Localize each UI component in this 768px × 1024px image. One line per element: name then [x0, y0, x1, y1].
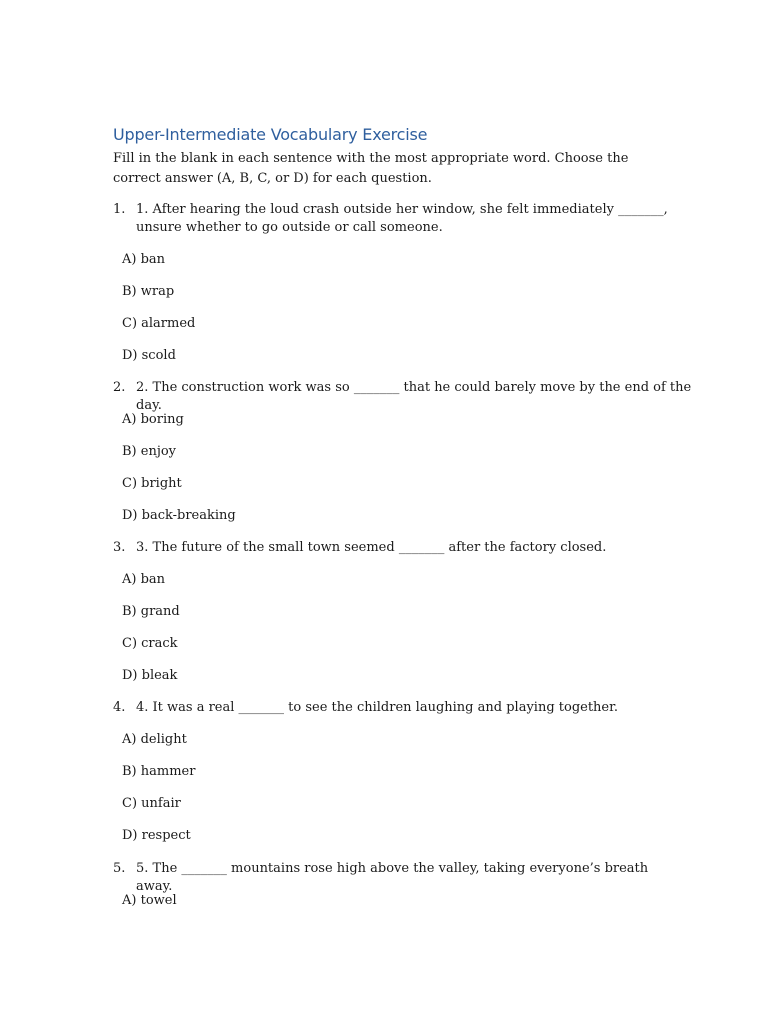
instructions-paragraph: Fill in the blank in each sentence with the most appropriate word. Choose the correct answer (A, B, C, or D) for each question. — [113, 151, 629, 186]
option-b: B) enjoy — [122, 444, 177, 459]
question-number: 3. — [113, 540, 126, 555]
option-d: D) respect — [122, 828, 191, 843]
option-b: B) hammer — [122, 764, 196, 779]
option-b: B) grand — [122, 604, 180, 619]
option-c: C) alarmed — [122, 316, 196, 331]
exercise-title: Upper-Intermediate Vocabulary Exercise — [113, 125, 428, 144]
question-text: 3. The future of the small town seemed _______ after the factory closed. — [136, 540, 607, 555]
option-d: D) back-breaking — [122, 508, 236, 523]
question-number: 4. — [113, 700, 126, 715]
question-number: 1. — [113, 202, 126, 217]
option-a: A) boring — [122, 412, 184, 427]
option-b: B) wrap — [122, 284, 175, 299]
question-text: 4. It was a real _______ to see the children laughing and playing together. — [136, 700, 619, 715]
question-text: 1. After hearing the loud crash outside her window, she felt immediately _______, unsure whether to go outside or call someone. — [136, 202, 668, 235]
option-c: C) unfair — [122, 796, 181, 811]
option-c: C) bright — [122, 476, 182, 491]
option-a: A) delight — [122, 732, 187, 747]
question-4 — [113, 699, 673, 717]
option-d: D) scold — [122, 348, 176, 363]
question-5 — [113, 860, 673, 896]
question-3 — [113, 539, 673, 557]
option-a: A) ban — [122, 252, 166, 267]
question-1 — [113, 201, 673, 237]
question-number: 2. — [113, 380, 126, 395]
option-a: A) ban — [122, 572, 166, 587]
option-a: A) towel — [122, 893, 177, 908]
question-text: 2. The construction work was so _______ that he could barely move by the end of the day. — [136, 380, 692, 413]
option-c: C) crack — [122, 636, 178, 651]
question-number: 5. — [113, 861, 126, 876]
option-d: D) bleak — [122, 668, 178, 683]
question-text: 5. The _______ mountains rose high above the valley, taking everyone’s breath away. — [136, 861, 649, 894]
question-2 — [113, 379, 693, 415]
